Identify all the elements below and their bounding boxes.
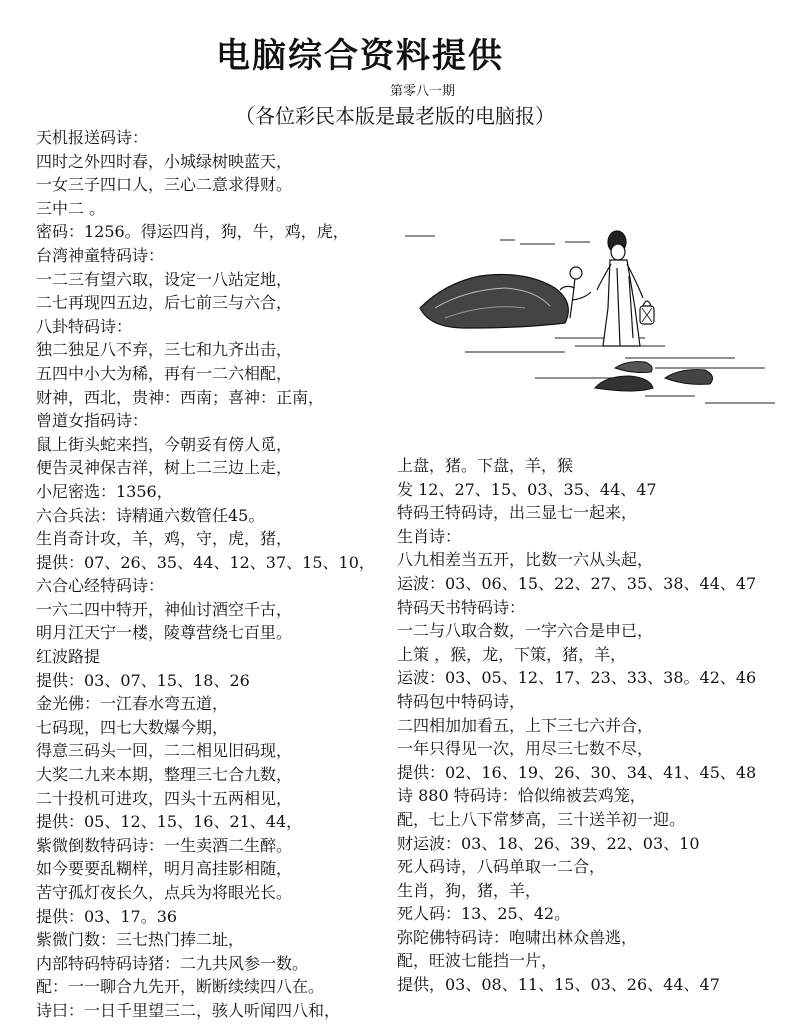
text-line: 诗 880 特码诗：恰似绵被芸鸡笼， [397,786,646,806]
text-line: 提供：05、12、15、16、21、44， [36,812,303,832]
text-line: 一二与八取合数，一字六合是申已， [397,621,654,641]
text-line: 一六二四中特开，神仙讨酒空千古， [36,599,293,619]
text-line: 提供：03、07、15、18、26 [36,670,250,690]
page-subtitle: （各位彩民本版是最老版的电脑报） [235,104,555,128]
text-line: 一女三子四口人，三心二意求得财。 [36,175,293,195]
left-column [36,126,396,1023]
text-line: 配：一一聊合九先开，断断续续四八在。 [36,977,325,997]
text-line: 六合心经特码诗： [36,576,165,596]
text-line: 密码：1256。得运四肖，狗，牛，鸡，虎， [36,222,349,242]
issue-number: 第零八一期 [390,84,456,99]
text-line: 鼠上街头蛇来挡，今朝妥有傍人觅， [36,434,293,454]
text-line: 一年只得见一次，用尽三七数不尽， [397,739,654,759]
text-line: 苦守孤灯夜长久，点兵为将眼光长。 [36,883,293,902]
text-line: 红波路提 [36,647,101,667]
text-line: 四时之外四时春，小城绿树映蓝天， [36,151,293,171]
text-line: 提供，03、08、11、15、03、26、44、47 [397,975,720,995]
text-line: 便告灵神保吉祥，树上二三边上走， [36,458,293,478]
text-line: 二四相加加看五，上下三七六并合， [397,715,654,735]
text-line: 财神，西北，贵神：西南；喜神：正南， [36,387,325,407]
text-line: 如今要要乱糊样，明月高挂影相随， [36,859,293,879]
text-line: 八卦特码诗： [36,316,133,336]
text-line: 五四中小大为稀，再有一二六相配， [36,363,293,383]
text-line: 运波：03、05、12、17、23、33、38。42、46 [397,668,757,688]
text-line: 六合兵法：诗精通六数管任45。 [36,505,265,525]
text-line: 一二三有望六取，设定一八站定地， [36,269,293,289]
text-line: 紫微倒数特码诗：一生卖酒二生醉。 [36,835,293,855]
text-line: 提供：03、17。36 [36,906,178,926]
text-line: 大奖二九来本期，整理三七合九数， [36,765,293,785]
text-line: 紫微门数：三七热门捧二址， [36,930,245,950]
text-line: 天机报送码诗： [36,128,149,147]
text-line: 运波：03、06、15、22、27、35、38、44、47 [397,573,757,593]
lady-landscape-illustration [405,228,785,418]
text-line: 曾道女指码诗： [36,411,149,431]
text-line: 七码现，四七大数爆今期， [36,717,229,737]
text-line: 小尼密选：1356， [36,481,173,501]
text-line: 台湾神童特码诗： [36,245,165,265]
text-line: 八九相差当五开，比数一六从头起， [397,550,654,570]
text-line: 得意三码头一回，二二相见旧码现， [36,741,293,761]
text-line: 诗曰：一日千里望三二，骇人听闻四八和， [36,1000,341,1020]
text-line: 独二独足八不弃，三七和九齐出击， [36,340,293,360]
text-line: 上策 ，猴，龙，下策，猪，羊， [397,644,627,664]
text-line: 特码天书特码诗： [397,597,526,617]
right-column [397,454,797,997]
text-line: 特码王特码诗，出三显七一起来， [397,503,638,523]
text-line: 生肖奇计攻，羊，鸡，守，虎，猪， [36,529,293,549]
text-line: 财运波：03、18、26、39、22、03、10 [397,833,700,853]
text-line: 三中二 。 [36,198,106,218]
text-line: 二七再现四五边，后七前三与六合， [36,293,293,313]
text-line: 明月江天宁一楼，陵尊营绕七百里。 [36,623,293,643]
text-line: 配，七上八下常梦高，三十送羊初一迎。 [397,809,686,829]
text-line: 发 12、27、15、03、35、44、47 [397,479,657,499]
text-line: 生肖诗： [397,526,462,546]
text-line: 特码包中特码诗， [397,691,526,711]
page-title: 电脑综合资料提供 [216,36,504,76]
text-line: 死人码诗，八码单取一二合， [397,857,606,877]
text-line: 提供：07、26、35、44、12、37、15、10， [36,552,375,572]
text-line: 提供：02、16、19、26、30、34、41、45、48 [397,762,757,782]
text-line: 二十投机可进攻，四头十五两相见， [36,788,293,808]
text-line: 内部特码特码诗猪：二九共风参一数。 [36,953,309,973]
text-line: 弥陀佛特码诗：咆啸出林众兽逃， [397,927,638,947]
text-line: 配，旺波七能挡一片， [397,951,558,971]
text-line: 生肖，狗，猪，羊， [397,880,542,900]
text-line: 上盘，猪。下盘，羊，猴 [397,456,574,475]
text-line: 金光佛：一江春水弯五道， [36,694,229,714]
text-line: 死人码：13、25、42。 [397,904,571,924]
